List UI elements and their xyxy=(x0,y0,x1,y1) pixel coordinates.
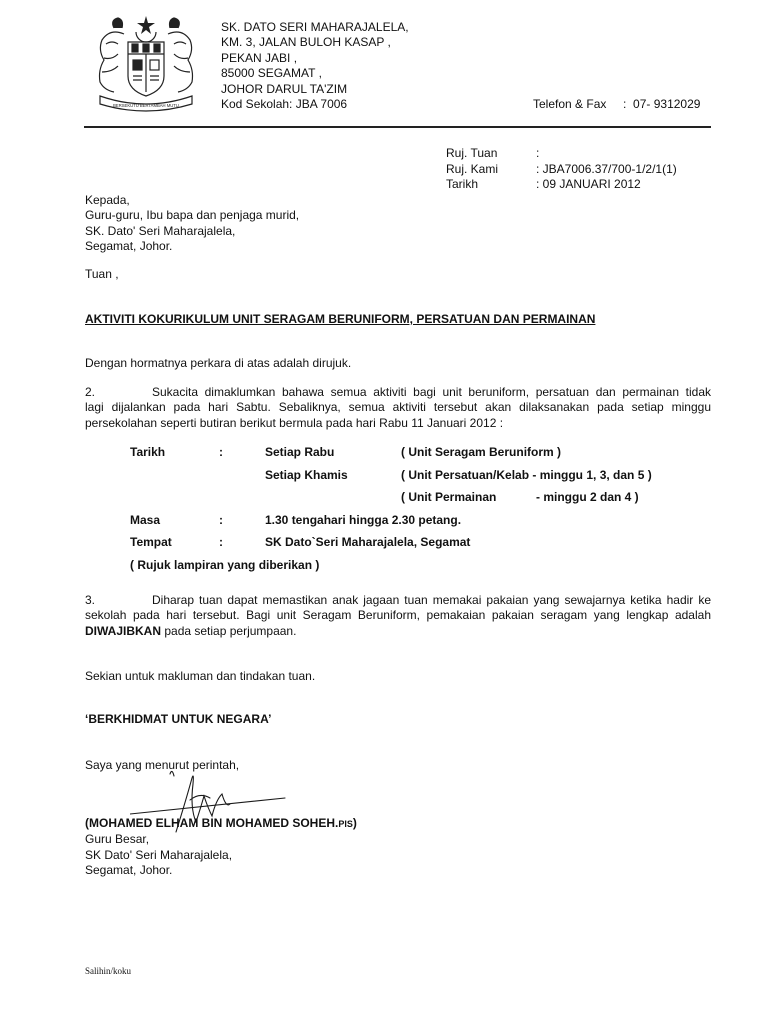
schedule-tempat-label: Tempat xyxy=(130,535,172,549)
schedule-colon: : xyxy=(219,535,223,549)
school-name: SK. DATO SERI MAHARAJALELA, xyxy=(221,20,409,34)
tarikh-label: Tarikh xyxy=(446,177,479,191)
recipient-block xyxy=(85,193,299,255)
schedule-colon: : xyxy=(219,512,223,527)
ruj-kami-label: Ruj. Kami xyxy=(446,161,499,176)
crest-banner-text: BERSEKUTU BERTAMBAH MUTU xyxy=(113,103,179,108)
recipient-line: Guru-guru, Ibu bapa dan penjaga murid, xyxy=(85,208,300,223)
signatory-name: (MOHAMED ELHAM BIN MOHAMED SOHEH. xyxy=(85,816,339,830)
schedule-masa-label: Masa xyxy=(130,512,161,527)
schedule-khamis-unit: ( Unit Persatuan/Kelab - minggu 1, 3, dan 5 ) xyxy=(401,467,652,482)
signatory-block xyxy=(85,816,357,879)
reference-block xyxy=(446,146,677,193)
para2-number: 2. xyxy=(85,385,96,399)
schedule-permainan-weeks: - minggu 2 dan 4 ) xyxy=(536,490,639,504)
phone-fax: Telefon & Fax : 07- 9312029 xyxy=(533,97,701,111)
para3-second-line: sekolah pada hari tersebut. Bagi unit Seragam Beruniform, pemakaian pakaian seragam yang lengkap adalah xyxy=(85,608,711,623)
ruj-tuan-value: : xyxy=(536,146,540,160)
signatory-title: Guru Besar, xyxy=(85,832,150,847)
tarikh-value: : 09 JANUARI 2012 xyxy=(536,177,641,191)
para2-body: lagi dijalankan pada hari Sabtu. Sebaliknya, semua aktiviti tersebut akan dilaksanakan pada setiap minggu persekolahan seperti butiran berikut bermula pada hari Rabu 11 Januari 2012 : xyxy=(85,400,711,430)
signatory-location: Segamat, Johor. xyxy=(85,863,173,878)
crest-logo-icon xyxy=(92,14,200,114)
address-line: 85000 SEGAMAT , xyxy=(221,66,322,81)
paragraph-3 xyxy=(85,593,711,639)
schedule-tempat-value: SK Dato`Seri Maharajalela, Segamat xyxy=(265,535,471,549)
sign-intro: Saya yang menurut perintah, xyxy=(85,758,240,772)
schedule-colon: : xyxy=(219,445,223,459)
header-divider xyxy=(84,126,711,128)
letterhead-address xyxy=(221,20,409,112)
address-line: KM. 3, JALAN BULOH KASAP , xyxy=(221,35,391,50)
paragraph-2 xyxy=(85,385,711,431)
school-code: Kod Sekolah: JBA 7006 xyxy=(221,97,348,112)
ruj-tuan-label: Ruj. Tuan xyxy=(446,146,498,160)
paragraph-1: Dengan hormatnya perkara di atas adalah dirujuk. xyxy=(85,356,352,370)
schedule-permainan-unit: ( Unit Permainan xyxy=(401,490,497,504)
recipient-line: Kepada, xyxy=(85,193,130,207)
schedule-tarikh-label: Tarikh xyxy=(130,445,166,459)
subject-title: AKTIVITI KOKURIKULUM UNIT SERAGAM BERUNIFORM, PERSATUAN DAN PERMAINAN xyxy=(85,312,596,326)
para3-emphasis: DIWAJIBKAN xyxy=(85,623,162,638)
salutation: Tuan , xyxy=(85,267,119,281)
ruj-kami-value: : JBA7006.37/700-1/2/1(1) xyxy=(536,161,677,176)
address-line: PEKAN JABI , xyxy=(221,50,298,65)
motto: ‘BERKHIDMAT UNTUK NEGARA’ xyxy=(85,712,272,726)
schedule-khamis-day: Setiap Khamis xyxy=(265,467,348,482)
schedule-rabu-day: Setiap Rabu xyxy=(265,445,335,459)
recipient-line: Segamat, Johor. xyxy=(85,239,173,254)
schedule-masa-value: 1.30 tengahari hingga 2.30 petang. xyxy=(265,512,462,527)
para3-number: 3. xyxy=(85,593,96,607)
schedule-rabu-unit: ( Unit Seragam Beruniform ) xyxy=(401,445,562,459)
signatory-close: ) xyxy=(352,816,357,830)
footer-note: Salihin/koku xyxy=(85,966,132,976)
para3-tail: pada setiap perjumpaan. xyxy=(161,623,297,638)
recipient-line: SK. Dato' Seri Maharajalela, xyxy=(85,223,236,238)
para3-first-line: Diharap tuan dapat memastikan anak jagaan tuan memakai pakaian yang sewajarnya ketika hadir ke xyxy=(152,593,711,607)
signatory-school: SK Dato' Seri Maharajalela, xyxy=(85,847,233,862)
signatory-name-line xyxy=(85,816,357,832)
address-line: JOHOR DARUL TA'ZIM xyxy=(221,81,348,96)
schedule-note: ( Rujuk lampiran yang diberikan ) xyxy=(130,557,320,572)
closing-line: Sekian untuk makluman dan tindakan tuan. xyxy=(85,669,316,683)
para2-first-line: Sukacita dimaklumkan bahawa semua aktiviti bagi unit beruniform, persatuan dan permainan tidak xyxy=(152,385,711,399)
signatory-suffix: PIS xyxy=(338,819,353,829)
